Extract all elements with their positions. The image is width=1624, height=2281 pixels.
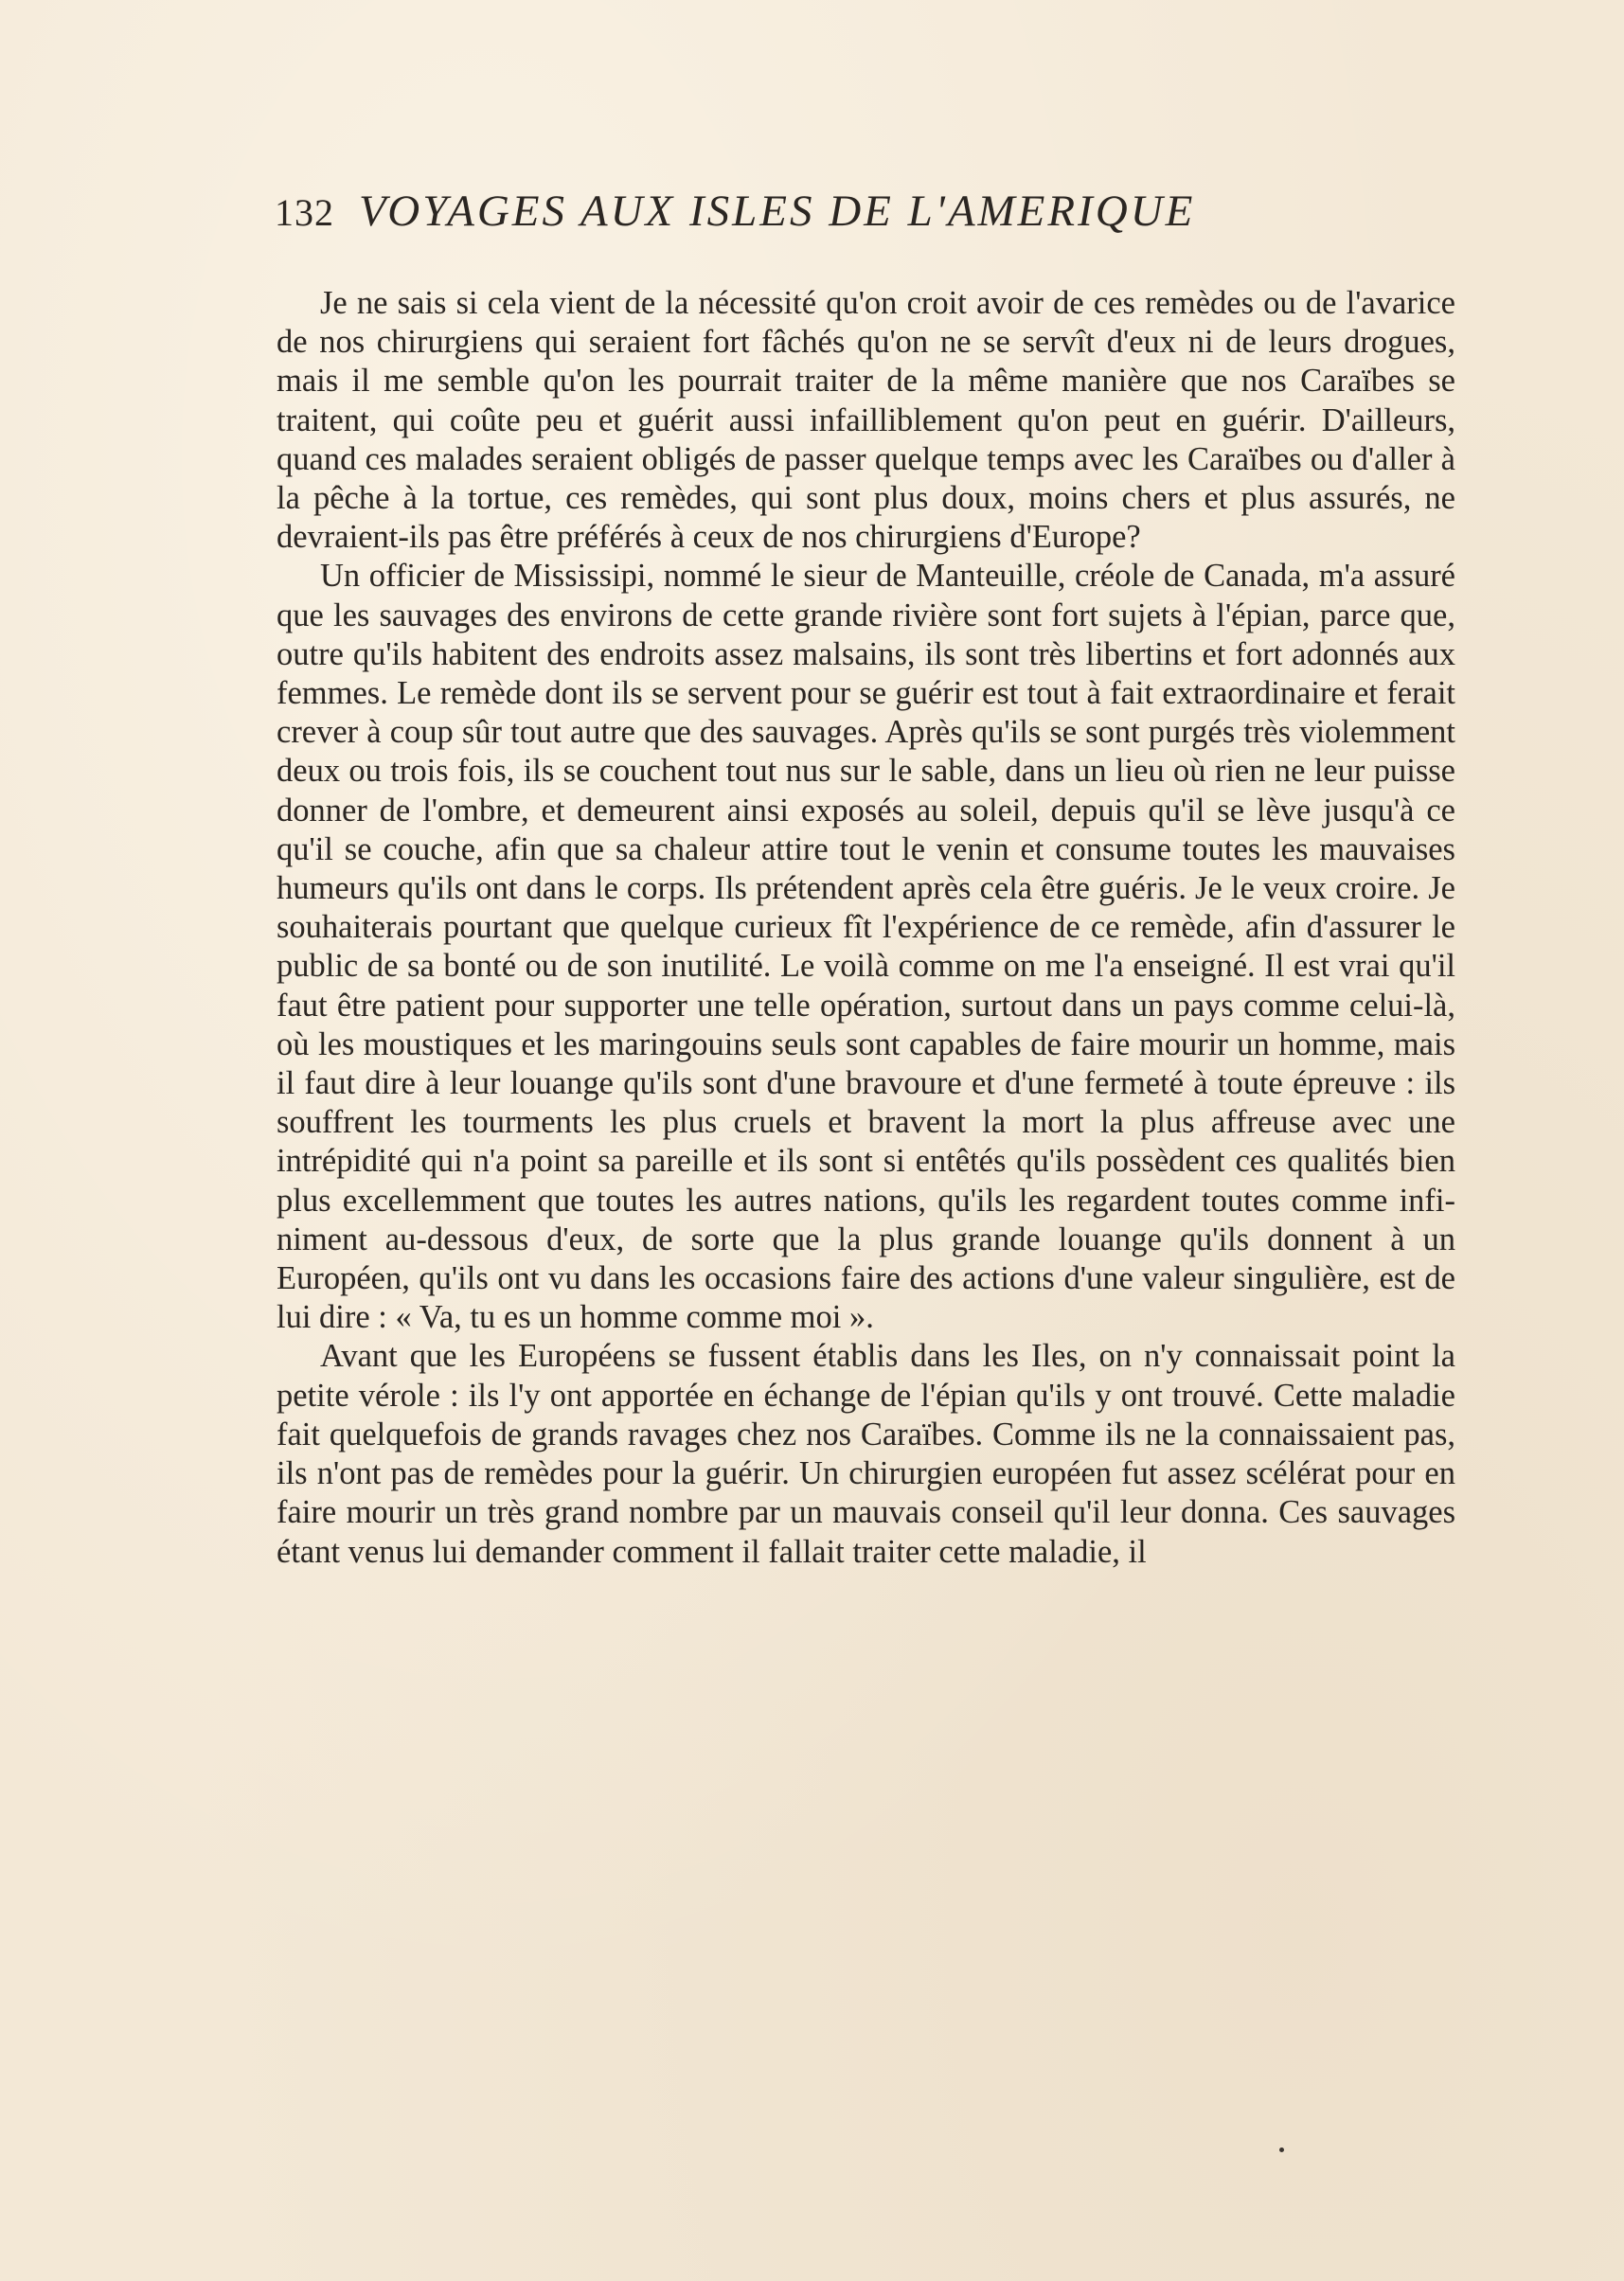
page-number: 132 bbox=[275, 191, 334, 234]
paragraph: Un officier de Mississipi, nommé le sieur de Manteuille, créole de Canada, m'a assuré que les sauvages des environs de cette grande rivière sont fort sujets à l'épian, parce que, outre qu'ils habitent des endroits assez malsains, ils sont très libertins et fort adonnés aux femmes. Le remède dont ils se servent pour se guérir est tout à fait extraordinaire et ferait crever à coup sûr tout autre que des sauvages. Après qu'ils se sont purgés très violemment deux ou trois fois, ils se couchent tout nus sur le sable, dans un lieu où rien ne leur puisse donner de l'ombre, et demeurent ainsi exposés au soleil, depuis qu'il se lève jusqu'à ce qu'il se couche, afin que sa chaleur attire tout le venin et consume toutes les mauvaises humeurs qu'ils ont dans le corps. Ils prétendent après cela être guéris. Je le veux croire. Je souhaiterais pourtant que quelque curieux fît l'expérience de ce remède, afin d'assurer le public de sa bonté ou de son inutilité. Le voilà comme on me l'a enseigné. Il est vrai qu'il faut être patient pour supporter une telle opération, surtout dans un pays comme celui-là, où les moustiques et les maringouins seuls sont capables de faire mourir un homme, mais il faut dire à leur louange qu'ils sont d'une bravoure et d'une fermeté à toute épreuve : ils souffrent les tourments les plus cruels et bravent la mort la plus affreuse avec une intrépidité qui n'a point sa pareille et ils sont si entêtés qu'ils possèdent ces qualités bien plus excellemment que toutes les autres nations, qu'ils les regardent toutes comme infiniment au-dessous d'eux, de sorte que la plus grande louange qu'ils donnent à un Européen, qu'ils ont vu dans les occasions faire des actions d'une valeur singulière, est de lui dire : « Va, tu es un homme comme moi ». bbox=[277, 558, 1455, 1336]
page-header bbox=[275, 186, 1411, 252]
paragraph: Je ne sais si cela vient de la nécessité qu'on croit avoir de ces remèdes ou de l'avarice de nos chirurgiens qui seraient fort fâchés qu'on ne se servît d'eux ni de leurs drogues, mais il me semble qu'on les pourrait traiter de la même manière que nos Caraïbes se traitent, qui coûte peu et guérit aussi infailliblement qu'on peut en guérir. D'ailleurs, quand ces malades seraient obligés de passer quelque temps avec les Caraïbes ou d'aller à la pêche à la tortue, ces remèdes, qui sont plus doux, moins chers et plus assurés, ne devraient-ils pas être préférés à ceux de nos chirurgiens d'Europe? bbox=[277, 285, 1455, 556]
ink-speck bbox=[1279, 2147, 1284, 2152]
paragraph: Avant que les Européens se fussent établis dans les Iles, on n'y connaissait point la petite vérole : ils l'y ont apportée en échange de l'épian qu'ils y ont trouvé. Cette maladie fait quelquefois de grands ravages chez nos Caraïbes. Comme ils ne la connaissaient pas, ils n'ont pas de remèdes pour la guérir. Un chirurgien européen fut assez scélérat pour en faire mourir un très grand nombre par un mauvais conseil qu'il leur donna. Ces sauvages étant venus lui demander comment il fallait traiter cette maladie, il bbox=[277, 1338, 1455, 1570]
body-text bbox=[277, 284, 1455, 1572]
running-title: VOYAGES AUX ISLES DE L'AMERIQUE bbox=[359, 187, 1196, 236]
